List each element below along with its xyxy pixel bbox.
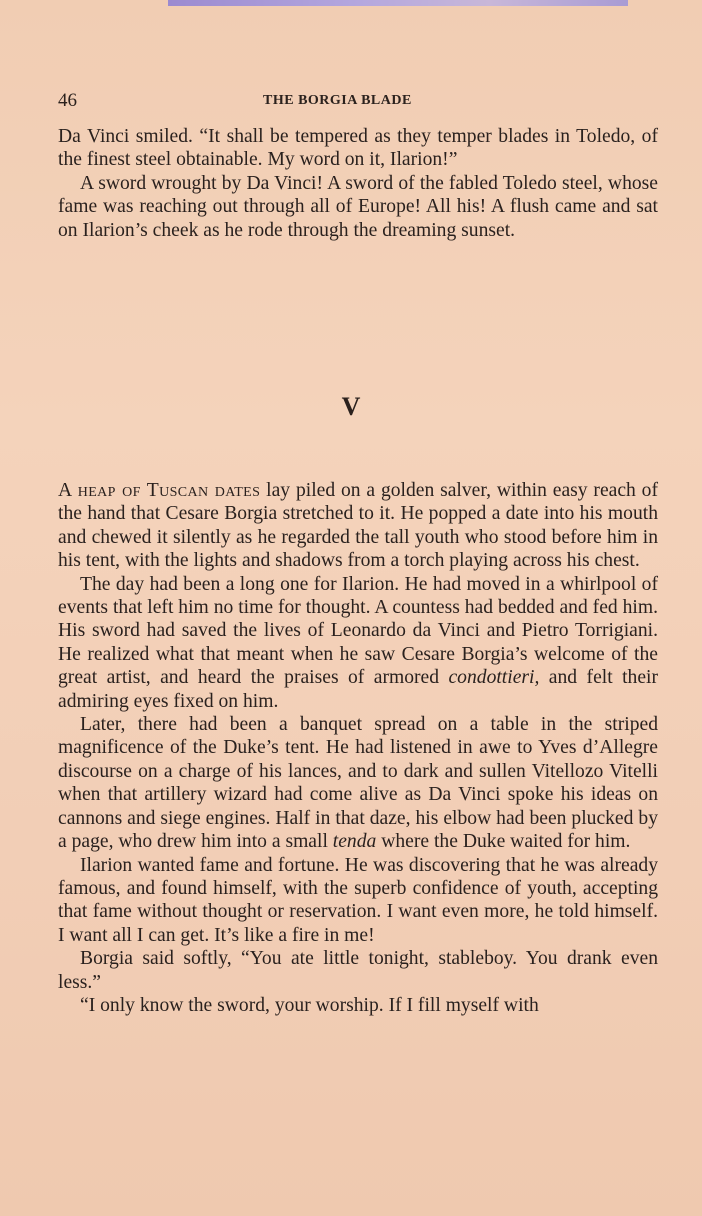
paragraph [58, 573, 658, 713]
italic-text: tenda [332, 831, 377, 853]
section-end-text [58, 125, 658, 242]
paragraph: Ilarion wanted fame and fortune. He was discovering that he was already famous, and found himself, with the superb confidence of youth, accepting that fame without thought or reservation. I want even more, he told himself. I want all I can get. It’s like a fire in me! [58, 854, 658, 946]
running-head: THE BORGIA BLADE [263, 93, 412, 108]
paragraph: “I only know the sword, your worship. If I fill myself with [80, 994, 539, 1016]
paragraph-text: Later, there had been a banquet spread on a table in the striped magnificence of the Duke’s tent. He had listened in awe to Yves d’Allegre discourse on a charge of his lances, and to dark and sullen Vitellozo Vitelli when that artillery wizard had come alive as Da Vinci spoke his ideas on cannons and siege engines. Half in that daze, his elbow had been plucked by a page, who drew him into a small [58, 714, 658, 853]
paragraph [58, 479, 658, 573]
paragraph: Borgia said softly, “You ate little tonight, stableboy. You drank even less.” [58, 948, 658, 993]
italic-text: condottieri, [448, 667, 540, 689]
paragraph-text: The day had been a long one for Ilarion. He had moved in a whirlpool of events that left him no time for thought. A countess had bedded and fed him. His sword had saved the lives of Leonardo da Vinci and Pietro Torrigiani. He realized what that meant when he saw Cesare Borgia’s welcome of the great artist, and heard the praises of armored [58, 573, 658, 689]
paragraph-text: lay piled on a golden salver, within easy reach of the hand that Cesare Borgia stretched to it. He popped a date into his mouth and chewed it silently as he regarded the tall youth who stood before him in his tent, with the lights and shadows from a torch playing across his chest. [58, 480, 658, 572]
paragraph: Da Vinci smiled. “It shall be tempered as they temper blades in Toledo, of the finest steel obtainable. My word on it, Ilarion!” [58, 126, 658, 171]
chapter-text [58, 479, 658, 1017]
chapter-heading: V [341, 392, 361, 421]
page-number: 46 [58, 90, 77, 111]
page-edge-tab [168, 0, 628, 6]
page-header [58, 90, 658, 116]
paragraph-text: where the Duke waited for him. [376, 831, 631, 853]
paragraph: A sword wrought by Da Vinci! A sword of the fabled Toledo steel, whose fame was reaching out through all of Europe! All his! A flush came and sat on Ilarion’s cheek as he rode through the dreaming sunset. [58, 172, 658, 241]
paragraph [58, 713, 658, 853]
paragraph-text: and felt their admiring eyes fixed on him. [58, 667, 658, 712]
lead-in: A heap of Tuscan dates [58, 480, 261, 501]
